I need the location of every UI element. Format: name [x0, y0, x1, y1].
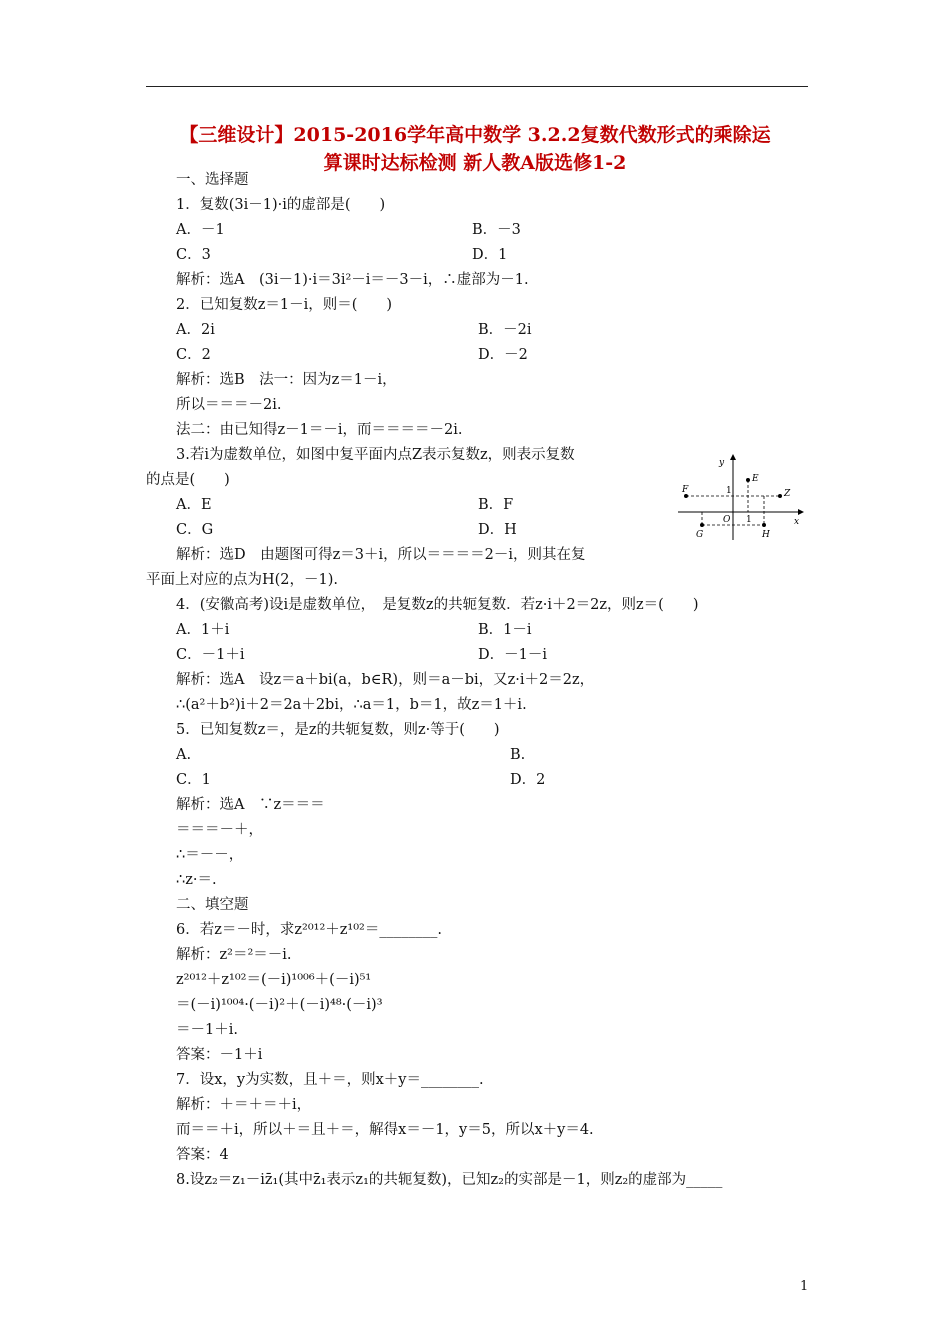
point-h [762, 523, 766, 527]
text-line: C．3 [176, 247, 211, 263]
text-line: 解析：选D 由题图可得z＝3＋i，所以＝＝＝＝2－i，则其在复 [176, 547, 586, 563]
x-tick-label: 1 [746, 515, 752, 525]
origin-label: O [723, 515, 731, 525]
label-f: F [682, 485, 689, 495]
text-line: 法二：由已知得z－1＝－i，而＝＝＝＝－2i. [176, 422, 463, 438]
complex-plane-figure [676, 452, 806, 542]
text-line: 的点是( ) [146, 472, 230, 488]
y-axis-arrow [730, 454, 736, 460]
text-line: C．G [176, 522, 214, 538]
text-line: 解析：＋＝＋＝＋i， [176, 1097, 312, 1113]
text-line: D．－2 [478, 347, 528, 363]
text-line: B．－2i [478, 322, 532, 338]
text-line: 3.若i为虚数单位，如图中复平面内点Z表示复数z，则表示复数 [176, 447, 575, 463]
text-line: D．2 [510, 772, 546, 788]
header-rule [146, 86, 808, 87]
page-number: 1 [800, 1279, 809, 1294]
text-line: 解析：z²＝²＝－i. [176, 947, 292, 963]
text-line: 7．设x，y为实数，且＋＝，则x＋y＝________. [176, 1072, 484, 1088]
text-line: 4．(安徽高考)设i是虚数单位， 是复数z的共轭复数．若z·i＋2＝2z，则z＝( ) [176, 597, 699, 613]
x-axis-label: x [794, 517, 800, 527]
text-line: C．2 [176, 347, 211, 363]
text-line: 解析：选B 法一：因为z＝1－i， [176, 372, 397, 388]
text-line: ＝－1＋i. [176, 1022, 238, 1038]
x-axis-arrow [798, 509, 804, 515]
text-line: 所以＝＝＝－2i. [176, 397, 282, 413]
label-g: G [696, 530, 704, 540]
text-line: ∴(a²＋b²)i＋2＝2a＋2bi，∴a＝1，b＝1，故z＝1＋i. [176, 697, 527, 713]
text-line: B．F [478, 497, 514, 513]
text-line: 解析：选A ∵z＝＝＝ [176, 797, 325, 813]
text-line: 而＝＝＋i，所以＋＝且＋＝，解得x＝－1，y＝5，所以x＋y＝4. [176, 1122, 594, 1138]
text-line: 8.设z₂＝z₁－iz̄₁(其中z̄₁表示z₁的共轭复数)，已知z₂的实部是－1，则z₂的虚部为_____ [176, 1172, 723, 1188]
text-line: ∴＝－－， [176, 847, 244, 863]
text-line: A. [176, 747, 192, 763]
text-line: 解析：选A (3i－1)·i＝3i²－i＝－3－i，∴虚部为－1. [176, 272, 529, 288]
text-line: 答案：4 [176, 1147, 229, 1163]
text-line: 解析：选A 设z＝a＋bi(a，b∈R)，则＝a－bi，又z·i＋2＝2z， [176, 672, 595, 688]
text-line: z²⁰¹²＋z¹⁰²＝(－i)¹⁰⁰⁶＋(－i)⁵¹ [176, 972, 372, 988]
point-e [746, 478, 750, 482]
text-line: B．－3 [472, 222, 521, 238]
point-z [778, 494, 782, 498]
point-g [700, 523, 704, 527]
text-line: C．－1＋i [176, 647, 245, 663]
y-axis-label: y [719, 458, 725, 468]
text-line: 答案：－1＋i [176, 1047, 263, 1063]
text-line: D．H [478, 522, 517, 538]
text-line: A．E [176, 497, 212, 513]
text-line: 2．已知复数z＝1－i，则＝( ) [176, 297, 393, 313]
y-tick-label: 1 [726, 486, 732, 496]
text-line: B. [510, 747, 526, 763]
text-line: 二、填空题 [176, 897, 249, 913]
text-line: A．2i [176, 322, 215, 338]
text-line: A．1＋i [176, 622, 230, 638]
label-h: H [762, 530, 770, 540]
text-line: ＝(－i)¹⁰⁰⁴·(－i)²＋(－i)⁴⁸·(－i)³ [176, 997, 383, 1013]
text-line: A．－1 [176, 222, 225, 238]
text-line: 6．若z＝－时，求z²⁰¹²＋z¹⁰²＝________. [176, 922, 442, 938]
text-line: 1．复数(3i－1)·i的虚部是( ) [176, 197, 386, 213]
text-line: B．1－i [478, 622, 532, 638]
document-title-line-1: 【三维设计】2015-2016学年高中数学 3.2.2复数代数形式的乘除运 [179, 124, 771, 146]
document-title-line-2: 算课时达标检测 新人教A版选修1-2 [323, 152, 627, 174]
label-e: E [752, 474, 759, 484]
text-line: C．1 [176, 772, 211, 788]
text-line: ∴z·＝. [176, 872, 217, 888]
label-z: Z [784, 489, 791, 499]
text-line: D．1 [472, 247, 508, 263]
text-line: ＝＝＝－＋， [176, 822, 263, 838]
text-line: 一、选择题 [176, 172, 249, 188]
text-line: 5．已知复数z＝，是z的共轭复数，则z·等于( ) [176, 722, 500, 738]
text-line: D．－1－i [478, 647, 547, 663]
text-line: 平面上对应的点为H(2，－1). [146, 572, 339, 588]
